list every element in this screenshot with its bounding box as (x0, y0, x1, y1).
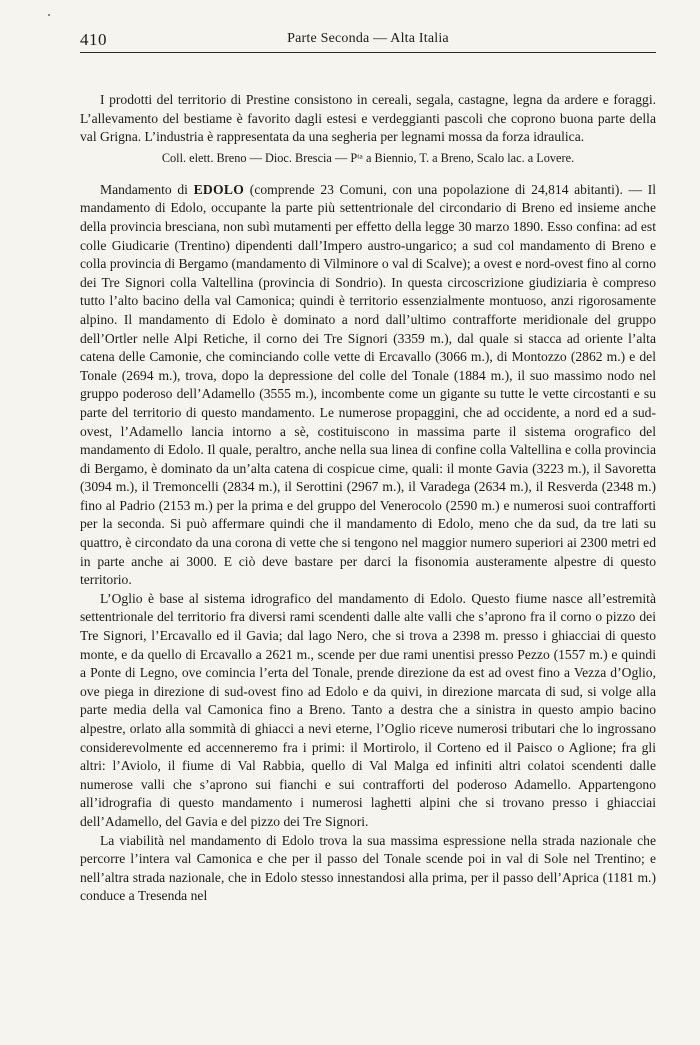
page-number: 410 (80, 30, 107, 49)
administrative-note: Coll. elett. Breno — Dioc. Brescia — Pᵗᵃ a Biennio, T. a Breno, Scalo lac. a Lovere. (161, 150, 575, 165)
paragraph-oglio: L’Oglio è base al sistema idrografico del mandamento di Edolo. Questo fiume nasce all’estremità settentrionale del territorio fra diversi rami scendenti dalle alte valli che s’aprono fra il corno o pizzo dei Tre Signori, l’Ercavallo ed il Gavia; dal lago Nero, che si trova a 2398 m. presso i ghiacciai di questo monte, e da quello di Ercavallo a 2621 m., scende per due rami unentisi presso Pezzo (1557 m.) e quindi a Ponte di Legno, ove comincia l’erta del Tonale, prende direzione da est ad ovest fino a Vezza d’Oglio, ove piega in direzione di sud-ovest fino ad Edolo e da quivi, in direzione marcata di sud, si volge alla parte media della val Camonica fino a Breno. Tanto a destra che a sinistra in questo ampio bacino alpestre, orlato alla sommità di ghiacci a nevi eterne, l’Oglio riceve numerosi tributari che lo ingrossano considerevolmente ed accenneremo fra i primi: il Mortirolo, il Corteno ed il Paisco o Aglione; fra gli altri: l’Aviolo, il fiume di Val Rabbia, quello di Val Malga ed infiniti altri colatoi scendenti dalle numerose valli che s’aprono sui fianchi e sui contrafforti del poderoso Adamello. Appartengono all’idrografia di questo mandamento i numerosi laghetti alpini che si trovano presso i ghiacciai dell’Adamello, del Gavia e del pizzo dei Tre Signori. (80, 590, 656, 829)
mandamento-name: EDOLO (193, 181, 245, 197)
paragraph-viabilita: La viabilità nel mandamento di Edolo trova la sua massima espressione nella strada nazionale che percorre l’intera val Camonica e che per il passo del Tonale scende poi in val di Sole nel Trentino; e nell’altra strada nazionale, che in Edolo stesso innestandosi alla prima, per il passo dell’Aprica (1181 m.) conduce a Tresenda nel (80, 832, 656, 904)
mandamento-prefix: Mandamento di (100, 181, 194, 197)
paragraph-mandamento-edolo (80, 181, 656, 590)
running-head: Parte Seconda — Alta Italia (287, 31, 449, 46)
page-header (80, 28, 656, 53)
page (80, 28, 656, 906)
body-text (80, 91, 656, 906)
paragraph-prestine-products: I prodotti del territorio di Prestine consistono in cereali, segala, castagne, legna da ardere e foraggi. L’allevamento del bestiame è favorito dagli estesi e verdeggianti pascoli che coprono buona parte della val Grigna. L’industria è rappresentata da una segheria per legnami mossa da forza idraulica. (80, 92, 656, 145)
print-speck (48, 14, 50, 16)
mandamento-body: (comprende 23 Comuni, con una popolazione di 24,814 abitanti). — Il mandamento di Edolo, occupante la parte più settentrionale del circondario di Breno ed insieme anche della provincia bresciana, non subì mutamenti per effetto della legge 30 marzo 1890. Esso confina: ad est colle Giudicarie (Trentino) dipendenti dall’Impero austro-ungarico; a sud col mandamento di Breno e colla provincia di Bergamo (mandamento di Vilminore o val di Scalve); a ovest e nord-ovest fino al corno dei Tre Signori colla Valtellina (provincia di Sondrio). In questa circoscrizione giudiziaria è compreso tutto l’alto bacino della val Camonica; quindi è territorio essenzialmente montuoso, anzi rigorosamente alpino. Il mandamento di Edolo è dominato a nord dall’ultimo contrafforte meridionale del gruppo dell’Ortler nelle Alpi Retiche, il corno dei Tre Signori (3359 m.), dal quale si stacca ad oriente l’alta catena delle Camonie, che cominciando colle vette di Ercavallo (3066 m.), di Montozzo (2862 m.) e del Tonale (2694 m.), trova, dopo la depressione del colle del Tonale (1884 m.), il suo massimo nodo nel gruppo poderoso dell’Adamello (3555 m.), incombente come un gigante su tutte le vette circostanti e su parte del territorio di questo mandamento. Le numerose propaggini, che ad occidente, a nord ed a sud-ovest, l’Adamello lancia intorno a sè, costituiscono in massima parte il sistema orografico del mandamento di Edolo. Il quale, peraltro, anche nella sua linea di confine colla Valtellina e colla provincia di Bergamo, è dominato da un’alta catena di cospicue cime, quali: il monte Gavia (3223 m.), il Savoretta (3094 m.), il Tremoncelli (2834 m.), il Serottini (2967 m.), il Varadega (2634 m.), il Resverda (2348 m.) fino al Padrio (2153 m.) per la prima e del gruppo del Venerocolo (2590 m.) e numerosi suoi contrafforti per la seconda. Si può affermare quindi che il mandamento di Edolo, meno che da sud, da tre lati su quattro, è circondato da una corona di vette che si tengono nel maggior numero superiori ai 2300 metri ed in parte anche ai 3000. E ciò deve bastare per darci la fisonomia austeramente alpestre di questo territorio. (80, 181, 656, 588)
